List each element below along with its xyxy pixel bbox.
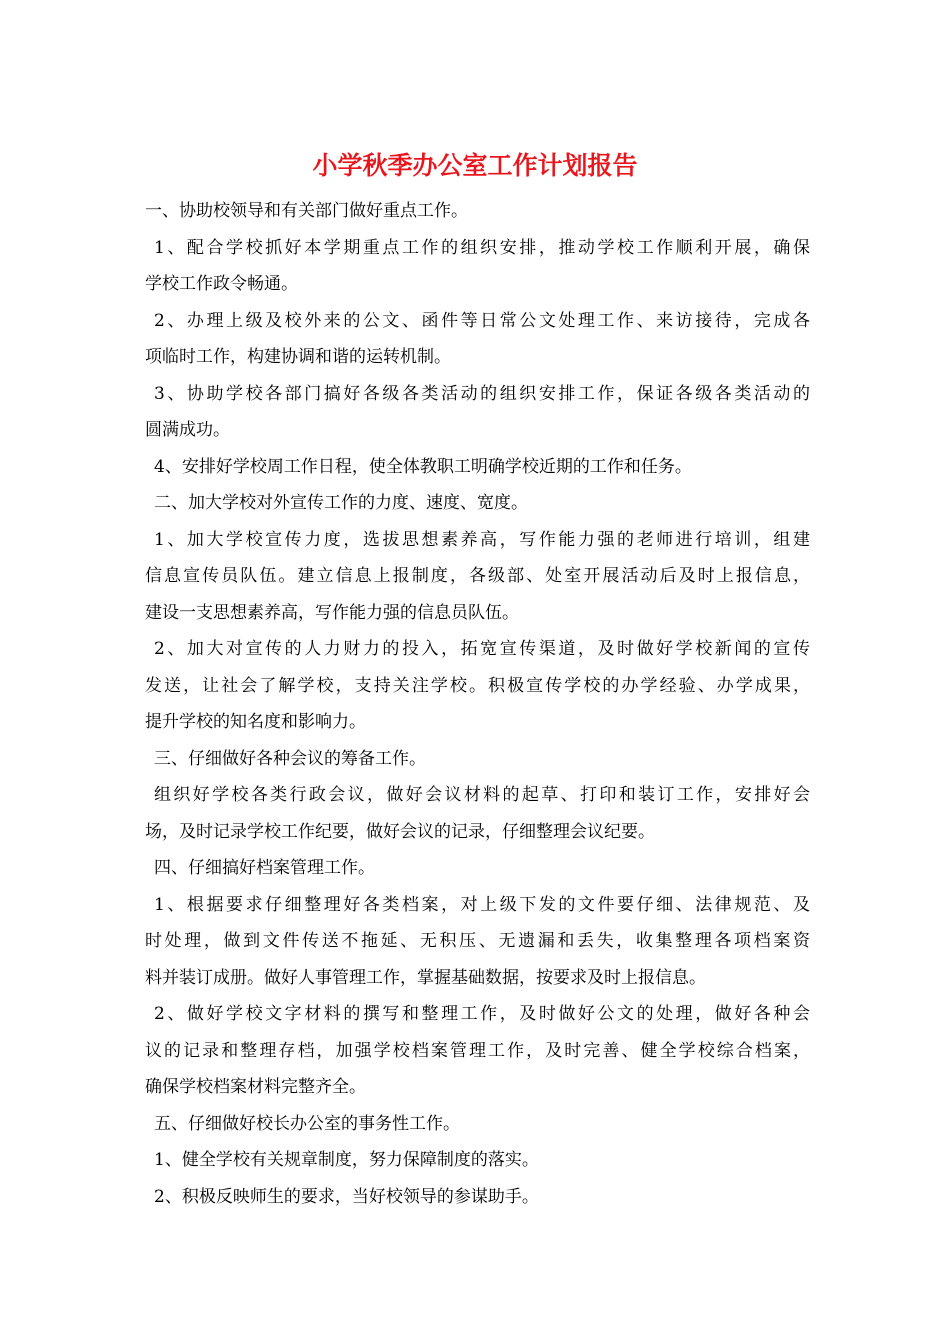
text-line: 项临时工作，构建协调和谐的运转机制。 — [145, 347, 451, 367]
text-line: 2、做好学校文字材料的撰写和整理工作，及时做好公文的处理，做好各种会 — [154, 1004, 810, 1024]
text-line: 2、办理上级及校外来的公文、函件等日常公文处理工作、来访接待，完成各 — [154, 310, 810, 331]
text-line: 信息宣传员队伍。建立信息上报制度，各级部、处室开展活动后及时上报信息， — [145, 566, 810, 586]
text-line: 时处理，做到文件传送不拖延、无积压、无遗漏和丢失，收集整理各项档案资 — [145, 931, 810, 951]
text-line: 四、仔细搞好档案管理工作。 — [154, 858, 375, 878]
text-line: 发送，让社会了解学校，支持关注学校。积极宣传学校的办学经验、办学成果， — [145, 675, 810, 696]
text-line: 场，及时记录学校工作纪要，做好会议的记录，仔细整理会议纪要。 — [145, 821, 655, 842]
text-line: 2、加大对宣传的人力财力的投入，拓宽宣传渠道，及时做好学校新闻的宣传 — [154, 639, 810, 659]
text-line: 三、仔细做好各种会议的筹备工作。 — [154, 748, 426, 769]
text-line: 4、安排好学校周工作日程，使全体教职工明确学校近期的工作和任务。 — [154, 456, 692, 477]
text-line: 3、协助学校各部门搞好各级各类活动的组织安排工作，保证各级各类活动的 — [154, 383, 810, 404]
text-line: 提升学校的知名度和影响力。 — [145, 712, 366, 732]
text-line: 1、健全学校有关规章制度，努力保障制度的落实。 — [154, 1150, 539, 1170]
text-line: 一、协助校领导和有关部门做好重点工作。 — [145, 201, 468, 221]
text-line: 确保学校档案材料完整齐全。 — [145, 1077, 366, 1097]
text-line: 二、加大学校对外宣传工作的力度、速度、宽度。 — [154, 493, 528, 513]
text-line: 五、仔细做好校长办公室的事务性工作。 — [154, 1113, 460, 1134]
text-line: 1、配合学校抓好本学期重点工作的组织安排，推动学校工作顺利开展，确保 — [154, 237, 810, 258]
text-line: 圆满成功。 — [145, 420, 230, 440]
text-line: 学校工作政令畅通。 — [145, 274, 298, 294]
text-line: 议的记录和整理存档，加强学校档案管理工作，及时完善、健全学校综合档案， — [145, 1040, 810, 1061]
text-line: 料并装订成册。做好人事管理工作，掌握基础数据，按要求及时上报信息。 — [145, 967, 706, 988]
document-title: 小学秋季办公室工作计划报告 — [312, 151, 638, 180]
text-line: 1、根据要求仔细整理好各类档案，对上级下发的文件要仔细、法律规范、及 — [154, 894, 810, 915]
text-line: 建设一支思想素养高，写作能力强的信息员队伍。 — [145, 602, 519, 623]
text-line: 2、积极反映师生的要求，当好校领导的参谋助手。 — [154, 1186, 539, 1207]
text-line: 1、加大学校宣传力度，选拔思想素养高，写作能力强的老师进行培训，组建 — [154, 529, 810, 550]
text-line: 组织好学校各类行政会议，做好会议材料的起草、打印和装订工作，安排好会 — [154, 785, 810, 805]
document-body — [145, 193, 810, 1215]
